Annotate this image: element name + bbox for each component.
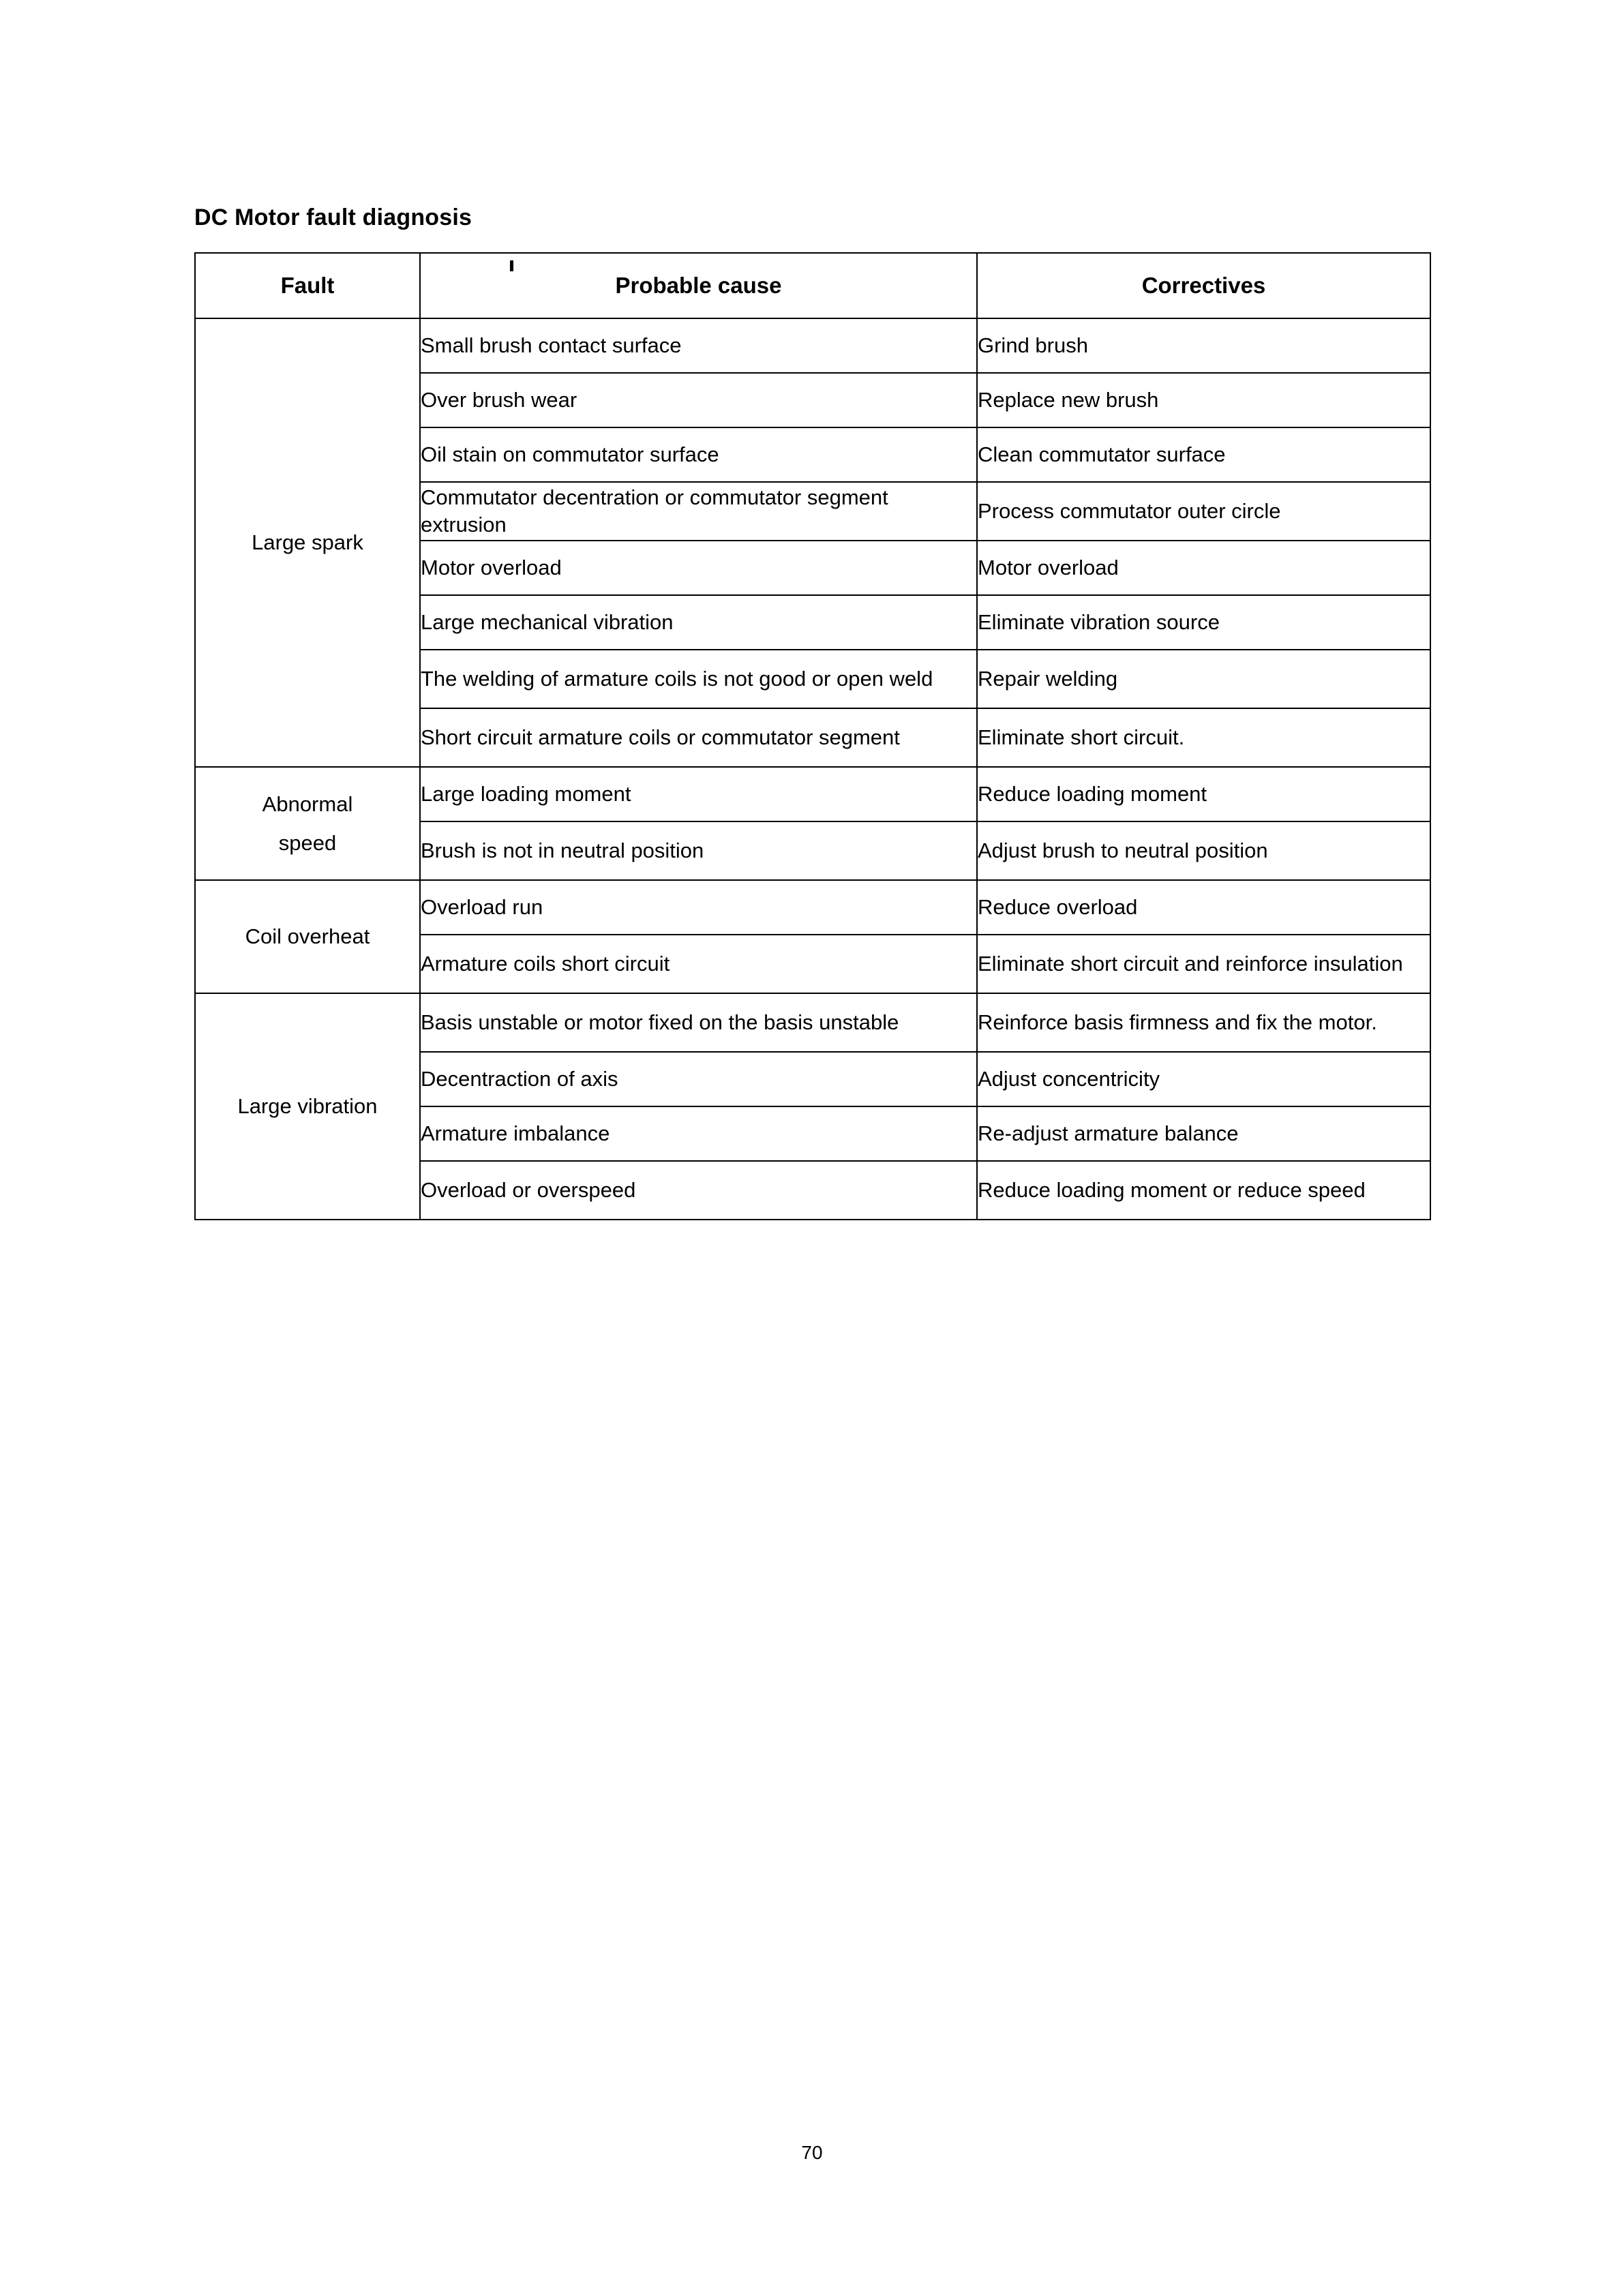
probable-cause-cell: Large mechanical vibration bbox=[420, 595, 977, 650]
probable-cause-cell: Large loading moment bbox=[420, 767, 977, 821]
corrective-cell: Adjust brush to neutral position bbox=[977, 821, 1430, 880]
corrective-cell: Adjust concentricity bbox=[977, 1052, 1430, 1106]
corrective-cell: Replace new brush bbox=[977, 373, 1430, 427]
scan-artifact-mark bbox=[510, 260, 513, 271]
table-row bbox=[195, 767, 1430, 821]
corrective-cell: Motor overload bbox=[977, 541, 1430, 595]
corrective-cell: Eliminate short circuit. bbox=[977, 708, 1430, 767]
probable-cause-cell: Decentraction of axis bbox=[420, 1052, 977, 1106]
fault-group-label bbox=[195, 993, 420, 1220]
corrective-cell: Grind brush bbox=[977, 318, 1430, 373]
table-header bbox=[195, 253, 1430, 318]
page-number: 70 bbox=[801, 2142, 823, 2163]
fault-group-label bbox=[195, 318, 420, 767]
fault-group-label-line: speed bbox=[278, 831, 337, 855]
fault-group-label-line: Large vibration bbox=[237, 1094, 378, 1119]
probable-cause-cell: Commutator decentration or commutator segment extrusion bbox=[420, 482, 977, 541]
corrective-cell: Repair welding bbox=[977, 650, 1430, 708]
probable-cause-cell: Overload or overspeed bbox=[420, 1161, 977, 1220]
corrective-cell: Reduce overload bbox=[977, 880, 1430, 935]
corrective-cell: Eliminate short circuit and reinforce insulation bbox=[977, 935, 1430, 993]
corrective-cell: Reinforce basis firmness and fix the motor. bbox=[977, 993, 1430, 1052]
probable-cause-cell: The welding of armature coils is not good or open weld bbox=[420, 650, 977, 708]
corrective-cell: Reduce loading moment or reduce speed bbox=[977, 1161, 1430, 1220]
fault-group-label-line: Coil overheat bbox=[245, 924, 370, 949]
probable-cause-cell: Armature imbalance bbox=[420, 1106, 977, 1161]
column-header-probable-cause-text: Probable cause bbox=[615, 272, 782, 298]
table-row bbox=[195, 880, 1430, 935]
table-row bbox=[195, 318, 1430, 373]
corrective-cell: Process commutator outer circle bbox=[977, 482, 1430, 541]
corrective-cell: Eliminate vibration source bbox=[977, 595, 1430, 650]
table-header-row bbox=[195, 253, 1430, 318]
table-body bbox=[195, 318, 1430, 1220]
corrective-cell: Reduce loading moment bbox=[977, 767, 1430, 821]
probable-cause-cell: Armature coils short circuit bbox=[420, 935, 977, 993]
column-header-correctives bbox=[977, 253, 1430, 318]
probable-cause-cell: Brush is not in neutral position bbox=[420, 821, 977, 880]
column-header-fault-label: Fault bbox=[280, 272, 335, 298]
probable-cause-cell: Basis unstable or motor fixed on the basis unstable bbox=[420, 993, 977, 1052]
fault-group-label bbox=[195, 767, 420, 880]
table-row bbox=[195, 993, 1430, 1052]
probable-cause-cell: Oil stain on commutator surface bbox=[420, 427, 977, 482]
column-header-correctives-label: Correctives bbox=[1141, 272, 1266, 298]
fault-diagnosis-table bbox=[194, 252, 1431, 1220]
probable-cause-cell: Overload run bbox=[420, 880, 977, 935]
column-header-probable-cause-label bbox=[427, 271, 969, 301]
corrective-cell: Clean commutator surface bbox=[977, 427, 1430, 482]
fault-group-label-line: Large spark bbox=[252, 530, 363, 555]
fault-group-label-line: Abnormal bbox=[262, 791, 353, 816]
page-title: DC Motor fault diagnosis bbox=[194, 205, 472, 230]
probable-cause-cell: Motor overload bbox=[420, 541, 977, 595]
corrective-cell: Re-adjust armature balance bbox=[977, 1106, 1430, 1161]
probable-cause-cell: Over brush wear bbox=[420, 373, 977, 427]
column-header-fault bbox=[195, 253, 420, 318]
probable-cause-cell: Short circuit armature coils or commutator segment bbox=[420, 708, 977, 767]
column-header-probable-cause bbox=[420, 253, 977, 318]
fault-diagnosis-table-container bbox=[194, 252, 1430, 1220]
probable-cause-cell: Small brush contact surface bbox=[420, 318, 977, 373]
fault-group-label bbox=[195, 880, 420, 993]
